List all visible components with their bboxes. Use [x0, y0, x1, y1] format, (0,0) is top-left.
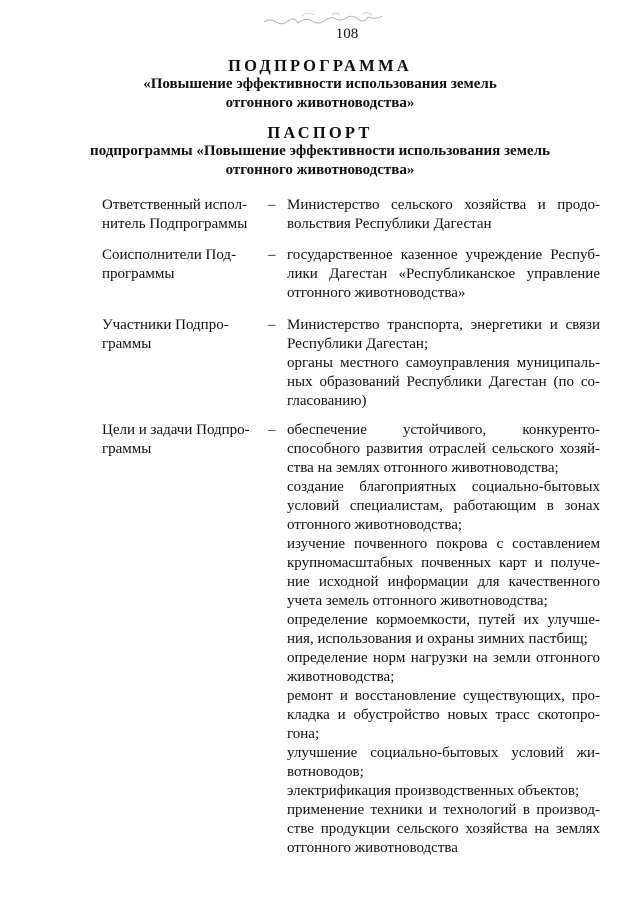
content-line: условий специалистам, работающим в зонах — [287, 498, 600, 514]
row-label-line: нитель Подпрограммы — [102, 216, 248, 232]
row-label-line: программы — [102, 266, 175, 282]
content-line: отгонного животноводства» — [287, 285, 466, 301]
content-line: крупномасштабных почвенных карт и получе- — [287, 555, 600, 571]
passport-title — [60, 142, 580, 180]
subprogram-title — [60, 75, 580, 113]
content-line: органы местного самоуправления муниципаль- — [287, 355, 600, 371]
content-line: изучение почвенного покрова с составлением — [287, 536, 600, 552]
passport-heading: ПАСПОРТ — [267, 123, 373, 142]
content-line: Министерство сельского хозяйства и продо- — [287, 197, 600, 213]
content-line: животноводства; — [287, 669, 395, 685]
row-label-line: граммы — [102, 441, 152, 457]
subprogram-heading: ПОДПРОГРАММА — [228, 56, 412, 75]
row-label — [102, 316, 262, 354]
content-line: вольствия Республики Дагестан — [287, 216, 492, 232]
content-line: гона; — [287, 726, 320, 742]
row-label — [102, 246, 262, 284]
row-dash: – — [268, 197, 276, 213]
row-dash: – — [268, 317, 276, 333]
content-line: ных образований Республики Дагестан (по со- — [287, 374, 600, 390]
row-label — [102, 196, 262, 234]
content-line: Республики Дагестан; — [287, 336, 429, 352]
row-label-line: Соисполнители Под- — [102, 247, 237, 263]
content-line: ремонт и восстановление существующих, про- — [287, 688, 600, 704]
content-line: ние исходной информации для качественного — [287, 574, 600, 590]
content-line: отгонного животноводства; — [287, 517, 463, 533]
content-line: отгонного животноводства — [287, 840, 458, 856]
content-line: способного развития отраслей сельского хозяй- — [287, 441, 600, 457]
row-label-line: Участники Подпро- — [102, 317, 229, 333]
subprogram-title-line: отгонного животноводства» — [225, 95, 415, 111]
subprogram-title-line: «Повышение эффективности использования земель — [143, 76, 497, 92]
content-line: государственное казенное учреждение Респуб- — [287, 247, 600, 263]
content-line: Министерство транспорта, энергетики и связи — [287, 317, 600, 333]
content-line: улучшение социально-бытовых условий жи- — [287, 745, 600, 761]
content-line: обеспечение устойчивого, конкуренто- — [287, 422, 600, 438]
content-line: гласованию) — [287, 393, 367, 409]
content-line: создание благоприятных социально-бытовых — [287, 479, 600, 495]
row-label-line: граммы — [102, 336, 152, 352]
content-line: стве продукции сельского хозяйства на землях — [287, 821, 600, 837]
row-label-line: Цели и задачи Подпро- — [102, 422, 250, 438]
row-content — [287, 421, 600, 858]
content-line: учета земель отгонного животноводства; — [287, 593, 548, 609]
passport-title-line: отгонного животноводства» — [225, 162, 415, 178]
row-content — [287, 196, 600, 234]
row-content — [287, 316, 600, 411]
row-label — [102, 421, 262, 459]
content-line: кладка и обустройство новых трасс скотопро- — [287, 707, 600, 723]
row-dash: – — [268, 422, 276, 438]
content-line: применение техники и технологий в производ- — [287, 802, 600, 818]
content-line: лики Дагестан «Республиканское управление — [287, 266, 600, 282]
row-label-line: Ответственный испол- — [102, 197, 248, 213]
row-content — [287, 246, 600, 303]
passport-title-line: подпрограммы «Повышение эффективности использования земель — [90, 143, 550, 159]
row-dash: – — [268, 247, 276, 263]
content-line: вотноводов; — [287, 764, 364, 780]
content-line: ния, использования и охраны зимних пастбищ; — [287, 631, 588, 647]
content-line: электрификация производственных объектов; — [287, 783, 580, 799]
content-line: определение норм нагрузки на земли отгонного — [287, 650, 600, 666]
content-line: определение кормоемкости, путей их улучше- — [287, 612, 600, 628]
content-line: ства на землях отгонного животноводства; — [287, 460, 559, 476]
page-number: 108 — [335, 26, 359, 42]
